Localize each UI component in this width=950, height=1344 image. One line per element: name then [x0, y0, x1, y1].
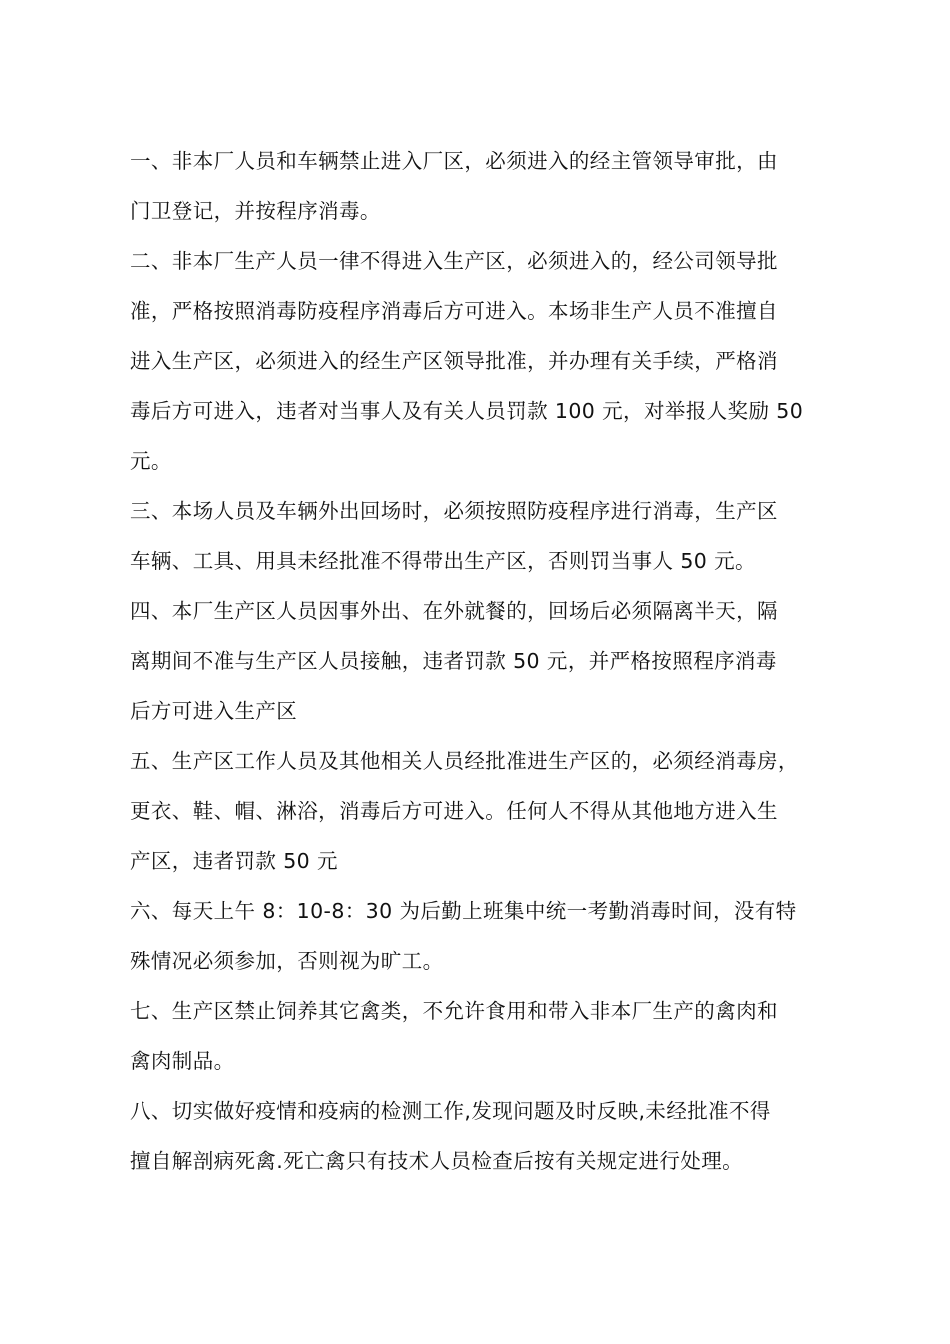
- document-body: [130, 136, 830, 1186]
- paragraph-line: 四、本厂生产区人员因事外出、在外就餐的，回场后必须隔离半天，隔: [130, 599, 778, 623]
- paragraph-line: 一、非本厂人员和车辆禁止进入厂区，必须进入的经主管领导审批，由: [130, 149, 778, 173]
- paragraph-4: [130, 586, 830, 736]
- paragraph-line: 产区，违者罚款 50 元: [130, 849, 338, 873]
- paragraph-line: 后方可进入生产区: [130, 699, 298, 723]
- paragraph-line: 车辆、工具、用具未经批准不得带出生产区，否则罚当事人 50 元。: [130, 549, 756, 573]
- paragraph-line: 二、非本厂生产人员一律不得进入生产区，必须进入的，经公司领导批: [130, 249, 778, 273]
- paragraph-line: 殊情况必须参加，否则视为旷工。: [130, 949, 444, 973]
- paragraph-line: 五、生产区工作人员及其他相关人员经批准进生产区的，必须经消毒房，: [130, 749, 799, 773]
- paragraph-3: [130, 486, 830, 586]
- paragraph-line: 门卫登记，并按程序消毒。: [130, 199, 381, 223]
- paragraph-8: [130, 1086, 830, 1186]
- paragraph-2: [130, 236, 830, 486]
- paragraph-line: 准，严格按照消毒防疫程序消毒后方可进入。本场非生产人员不准擅自: [130, 299, 778, 323]
- paragraph-1: [130, 136, 830, 236]
- paragraph-line: 进入生产区，必须进入的经生产区领导批准，并办理有关手续，严格消: [130, 349, 778, 373]
- paragraph-line: 三、本场人员及车辆外出回场时，必须按照防疫程序进行消毒，生产区: [130, 499, 778, 523]
- paragraph-7: [130, 986, 830, 1086]
- paragraph-line: 擅自解剖病死禽.死亡禽只有技术人员检查后按有关规定进行处理。: [130, 1149, 744, 1173]
- paragraph-line: 六、每天上午 8：10-8：30 为后勤上班集中统一考勤消毒时间，没有特: [130, 899, 797, 923]
- paragraph-line: 离期间不准与生产区人员接触，违者罚款 50 元，并严格按照程序消毒: [130, 649, 777, 673]
- paragraph-line: 禽肉制品。: [130, 1049, 235, 1073]
- paragraph-line: 八、切实做好疫情和疫病的检测工作,发现问题及时反映,未经批准不得: [130, 1099, 771, 1123]
- paragraph-line: 毒后方可进入，违者对当事人及有关人员罚款 100 元，对举报人奖励 50: [130, 399, 804, 423]
- paragraph-line: 更衣、鞋、帽、淋浴，消毒后方可进入。任何人不得从其他地方进入生: [130, 799, 778, 823]
- paragraph-6: [130, 886, 830, 986]
- paragraph-line: 元。: [130, 449, 172, 473]
- paragraph-line: 七、生产区禁止饲养其它禽类，不允许食用和带入非本厂生产的禽肉和: [130, 999, 778, 1023]
- paragraph-5: [130, 736, 830, 886]
